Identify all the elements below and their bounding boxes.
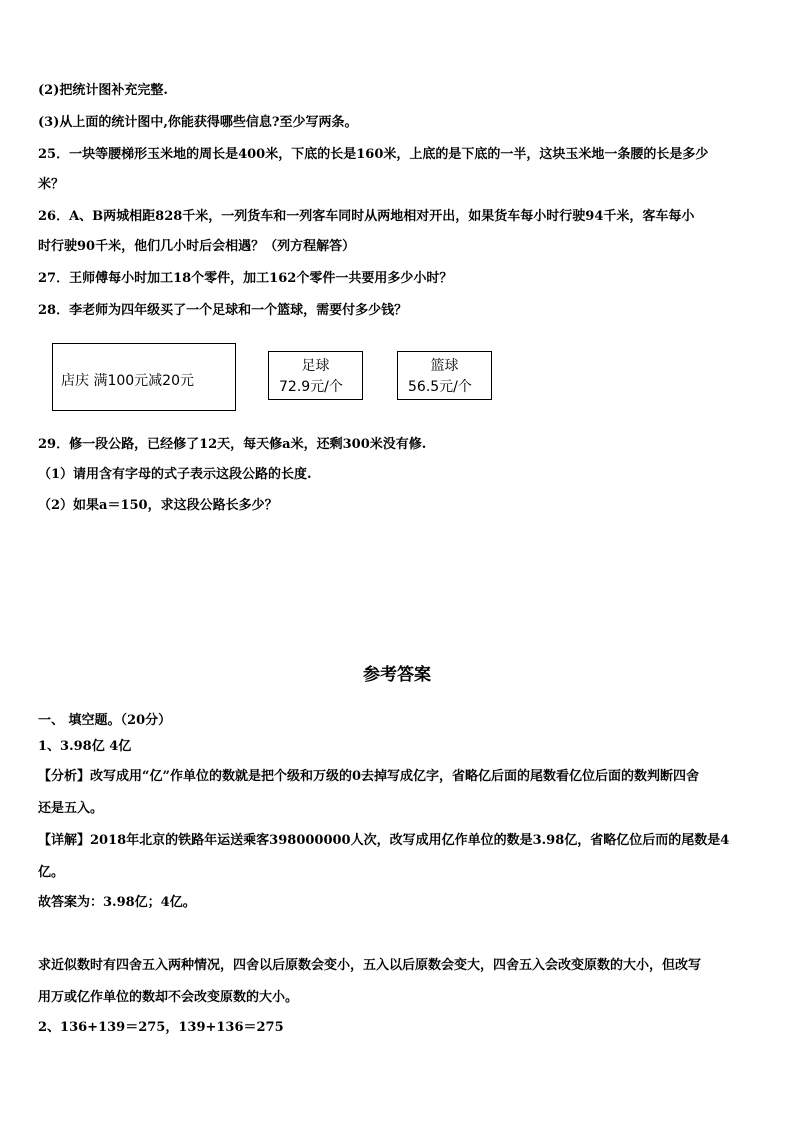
answer-heading: 参考答案 — [363, 665, 431, 685]
question-27: 27．王师傅每小时加工18个零件，加工162个零件一共要用多少小时？ — [38, 271, 453, 286]
note-line-1: 求近似数时有四舍五入两种情况，四舍以后原数会变小，五入以后原数会变大，四舍五入会改变原数的大小，但改写 — [38, 958, 702, 973]
question-25-line-2: 米？ — [38, 177, 65, 192]
question-25-line-1: 25．一块等腰梯形玉米地的周长是400米，下底的长是160米，上底的是下底的一半，这块玉米地一条腰的长是多少 — [38, 147, 709, 162]
store-promo-text: 店庆 满100元减20元 — [61, 373, 194, 389]
analysis-line-1: 【分析】改写成用“亿”作单位的数就是把个级和万级的0去掉写成亿字，省略亿后面的尾数看亿位后面的数判断四舍 — [38, 769, 700, 784]
question-line-2: (2)把统计图补充完整. — [38, 83, 168, 98]
note-line-2: 用万或亿作单位的数却不会改变原数的大小。 — [38, 990, 299, 1005]
analysis-line-2: 还是五入。 — [38, 801, 104, 816]
football-price-box — [268, 351, 363, 400]
section-title: 一、 填空题。（20分） — [38, 713, 172, 728]
football-label: 足球 — [301, 358, 330, 374]
answer-2: 2、136+139＝275，139+136＝275 — [38, 1020, 284, 1035]
answer-1: 1、3.98亿 4亿 — [38, 739, 132, 754]
basketball-price-box — [397, 351, 492, 400]
question-29: 29．修一段公路，已经修了12天，每天修a米，还剩300米没有修. — [38, 437, 427, 452]
question-26-line-1: 26．A、B两城相距828千米，一列货车和一列客车同时从两地相对开出，如果货车每小时行驶94千米，客车每小 — [38, 209, 695, 224]
question-line-3: (3)从上面的统计图中,你能获得哪些信息?至少写两条。 — [38, 115, 358, 130]
question-29-part-1: （1）请用含有字母的式子表示这段公路的长度. — [38, 467, 312, 482]
question-29-part-2: （2）如果a＝150，求这段公路长多少？ — [38, 498, 278, 513]
basketball-label: 篮球 — [430, 358, 459, 374]
football-price: 72.9元/个 — [279, 379, 343, 395]
basketball-price: 56.5元/个 — [408, 379, 472, 395]
answer-conclusion: 故答案为：3.98亿；4亿。 — [38, 895, 196, 910]
store-promo-box — [52, 343, 236, 411]
detail-line-2: 亿。 — [38, 865, 65, 880]
question-26-line-2: 时行驶90千米，他们几小时后会相遇？（列方程解答） — [38, 239, 356, 254]
question-28: 28．李老师为四年级买了一个足球和一个篮球，需要付多少钱？ — [38, 303, 408, 318]
price-boxes — [0, 343, 794, 413]
detail-line-1: 【详解】2018年北京的铁路年运送乘客398000000人次，改写成用亿作单位的数是3.98亿，省略亿位后而的尾数是4 — [38, 833, 730, 848]
